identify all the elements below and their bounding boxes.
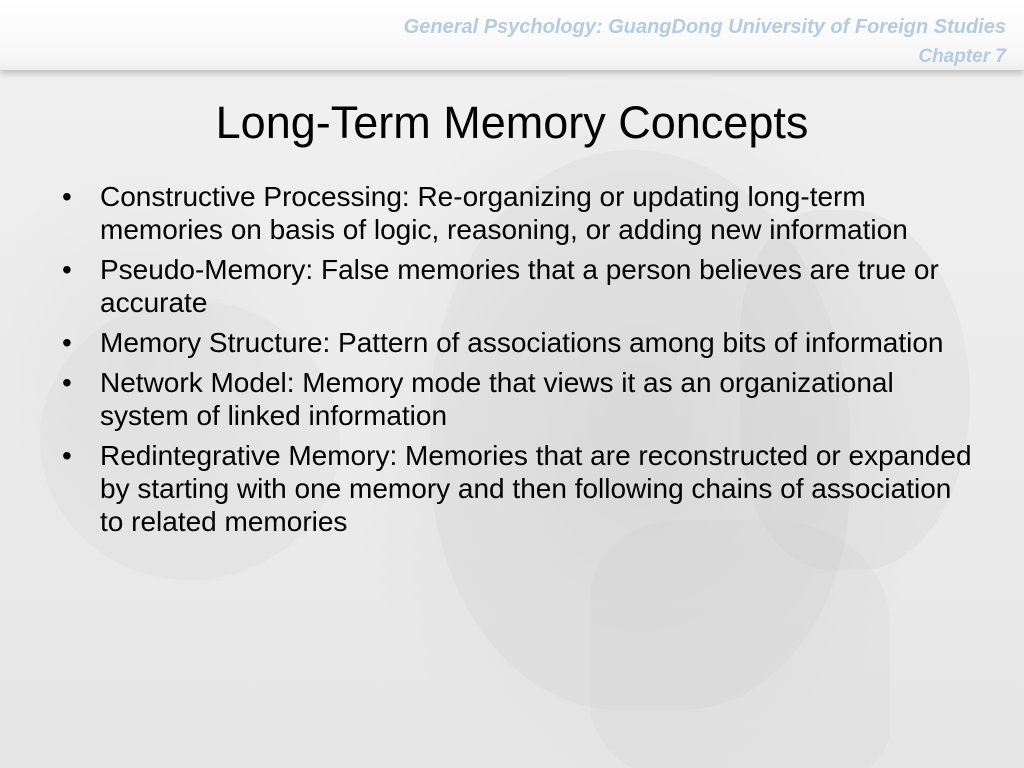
bullet-item-memory-structure <box>56 326 976 359</box>
bullet-text: Network Model: Memory mode that views it as an organizational system of linked information <box>100 367 894 431</box>
bullet-icon: • <box>62 440 72 471</box>
background-watermark-shape <box>590 520 890 768</box>
bullet-item-redintegrative-memory <box>56 439 976 538</box>
bullet-list <box>56 180 976 545</box>
bullet-text: Redintegrative Memory: Memories that are reconstructed or expanded by starting with one memory and then following chains of association to related memories <box>100 440 972 537</box>
slide-title: Long-Term Memory Concepts <box>215 97 809 148</box>
bullet-text: Pseudo-Memory: False memories that a person believes are true or accurate <box>100 254 939 318</box>
chapter-label: Chapter 7 <box>918 46 1006 67</box>
bullet-icon: • <box>62 181 72 212</box>
course-title: General Psychology: GuangDong University of Foreign Studies <box>403 16 1006 38</box>
bullet-icon: • <box>62 327 72 358</box>
bullet-text: Constructive Processing: Re-organizing or updating long-term memories on basis of logic, reasoning, or adding new information <box>100 181 908 245</box>
bullet-icon: • <box>62 254 72 285</box>
bullet-icon: • <box>62 367 72 398</box>
bullet-item-constructive-processing <box>56 180 976 246</box>
bullet-text: Memory Structure: Pattern of associations among bits of information <box>100 327 944 358</box>
bullet-item-pseudo-memory <box>56 253 976 319</box>
bullet-item-network-model <box>56 366 976 432</box>
